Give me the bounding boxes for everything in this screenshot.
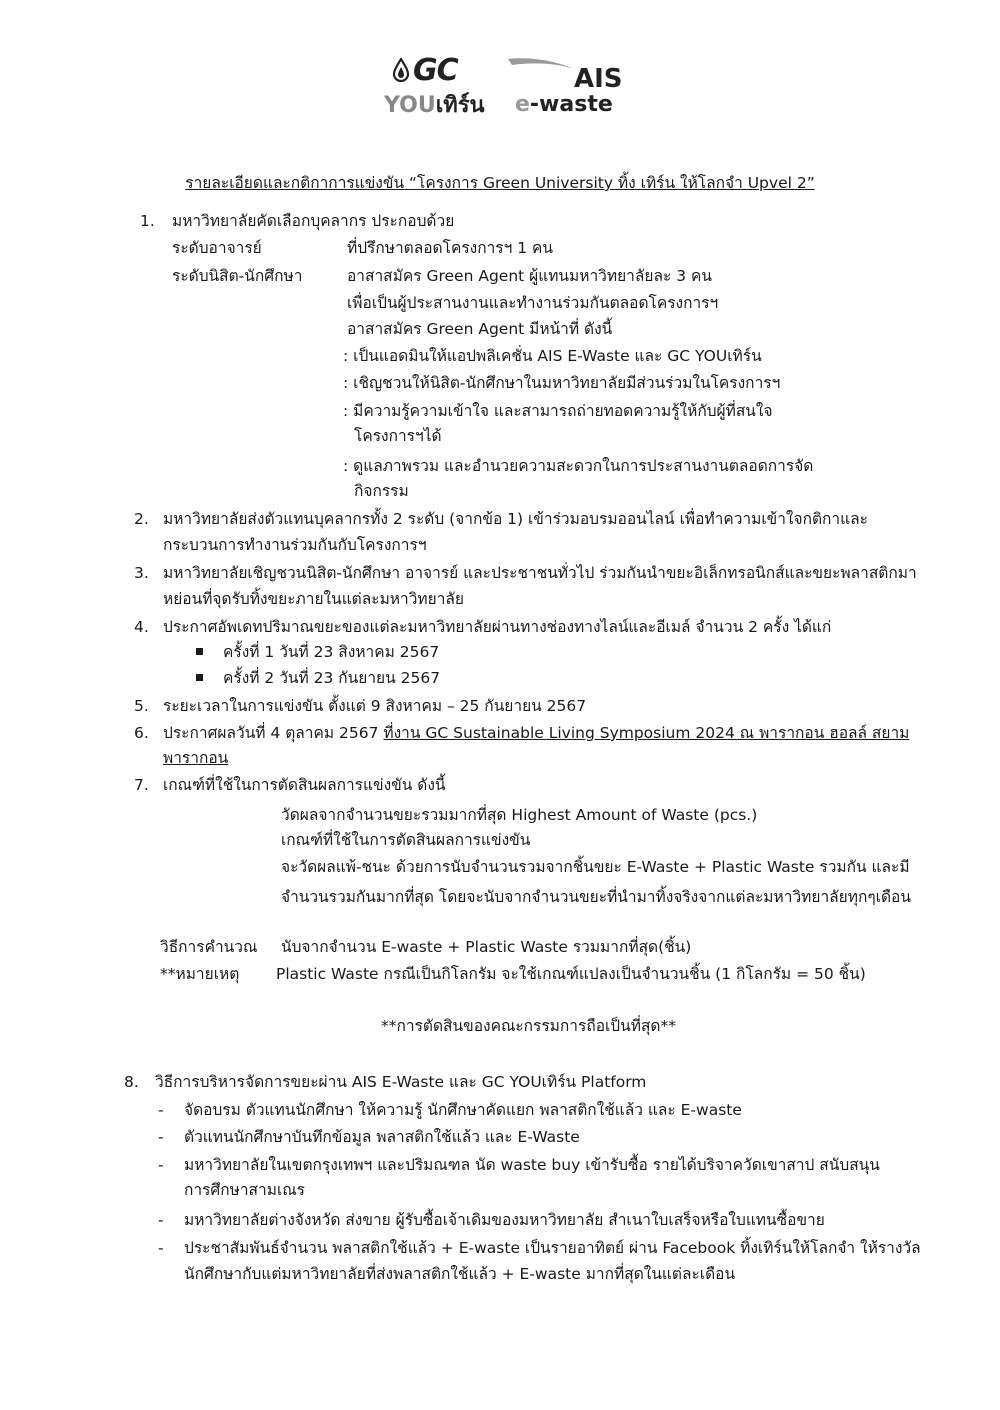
s7-calc-label: วิธีการคำนวณ [160, 938, 258, 956]
document-title: รายละเอียดและกติกาการแข่งขัน “โครงการ Green University ทิ้ง เทิร์น ให้โลกจำ Upvel 2” [185, 174, 815, 192]
s1-duty-3a: : มีความรู้ความเข้าใจ และสามารถถ่ายทอดความรู้ให้กับผู้ที่สนใจ [343, 402, 773, 420]
s1-duty-1: : เป็นแอดมินให้แอปพลิเคชั่น AIS E-Waste และ GC YOUเทิร์น [343, 347, 762, 365]
s1-duty-4b: กิจกรรม [354, 482, 409, 500]
s6-line1 [163, 726, 909, 742]
ewaste-logo [515, 94, 613, 116]
s7-criteria-1: วัดผลจากจำนวนขยะรวมมากที่สุด Highest Amount of Waste (pcs.) [281, 806, 758, 824]
s7-criteria-3: จะวัดผลแพ้-ชนะ ด้วยการนับจำนวนรวมจากชิ้นขยะ E-Waste + Plastic Waste รวมกัน และมี [281, 858, 910, 876]
s6-number: 6. [134, 724, 149, 742]
s8-item-5a: ประชาสัมพันธ์จำนวน พลาสติกใช้แล้ว + E-waste เป็นรายอาทิตย์ ผ่าน Facebook ทิ้งเทิร์นให้โลกจำ ให้รางวัล [184, 1239, 921, 1257]
s8-item-3b: การศึกษาสามเณร [184, 1181, 305, 1199]
youturn-logo [384, 95, 485, 117]
s1-row2-line1: อาสาสมัคร Green Agent ผู้แทนมหาวิทยาลัยละ 3 คน [347, 267, 712, 285]
s7-heading: เกณฑ์ที่ใช้ในการตัดสินผลการแข่งขัน ดังนี้ [163, 776, 446, 794]
s3-line1: มหาวิทยาลัยเชิญชวนนิสิต-นักศึกษา อาจารย์ และประชาชนทั่วไป ร่วมกันนำขยะอิเล็กทรอนิกส์และขยะพลาสติกมา [163, 564, 917, 582]
s8-dash-3: - [158, 1156, 164, 1174]
gc-drop-icon [392, 58, 410, 82]
s8-item-2: ตัวแทนนักศึกษาบันทึกข้อมูล พลาสติกใช้แล้ว และ E-Waste [184, 1128, 580, 1146]
s5-line1: ระยะเวลาในการแข่งขัน ตั้งแต่ 9 สิงหาคม – 25 กันยายน 2567 [163, 697, 587, 715]
youturn-you: YOU [384, 93, 436, 118]
s8-number: 8. [124, 1073, 139, 1091]
s2-line1: มหาวิทยาลัยส่งตัวแทนบุคลากรทั้ง 2 ระดับ (จากข้อ 1) เข้าร่วมอบรมออนไลน์ เพื่อทำความเข้าใจกติกาและ [163, 510, 868, 528]
gc-logo [392, 53, 458, 88]
s4-number: 4. [134, 618, 149, 636]
s8-item-4: มหาวิทยาลัยต่างจังหวัด ส่งขาย ผู้รับซื้อเจ้าเดิมของมหาวิทยาลัย สำเนาใบเสร็จหรือใบแทนซื้อขาย [184, 1211, 825, 1229]
s1-row2-label: ระดับนิสิต-นักศึกษา [172, 267, 303, 285]
ais-swoosh-icon [506, 55, 576, 77]
s8-item-5b: นักศึกษากับแต่มหาวิทยาลัยที่ส่งพลาสติกใช้แล้ว + E-waste มากที่สุดในแต่ละเดือน [184, 1265, 736, 1283]
s1-heading: มหาวิทยาลัยคัดเลือกบุคลากร ประกอบด้วย [172, 212, 455, 230]
ais-logo: AIS [574, 64, 623, 94]
s7-calc-value: นับจากจำนวน E-waste + Plastic Waste รวมมากที่สุด(ชิ้น) [281, 938, 692, 956]
s3-number: 3. [134, 564, 149, 582]
s7-final-note: **การตัดสินของคณะกรรมการถือเป็นที่สุด** [381, 1017, 676, 1035]
s6-line1-plain: ประกาศผลวันที่ 4 ตุลาคม 2567 [163, 724, 384, 742]
s1-row2-line3: อาสาสมัคร Green Agent มีหน้าที่ ดังนี้ [347, 320, 613, 338]
s1-duty-2: : เชิญชวนให้นิสิต-นักศึกษาในมหาวิทยาลัยมีส่วนร่วมในโครงการฯ [343, 374, 781, 392]
s8-dash-2: - [158, 1128, 164, 1146]
s2-number: 2. [134, 510, 149, 528]
s4-bullet-2-icon [196, 674, 203, 681]
s7-number: 7. [134, 776, 149, 794]
s5-number: 5. [134, 697, 149, 715]
s8-item-3a: มหาวิทยาลัยในเขตกรุงเทพฯ และปริมณฑล นัด waste buy เข้ารับซื้อ รายได้บริจาควัดเขาสาป สนับสนุน [184, 1156, 880, 1174]
s1-duty-4a: : ดูแลภาพรวม และอำนวยความสะดวกในการประสานงานตลอดการจัด [343, 457, 814, 475]
youturn-turn: เทิร์น [435, 93, 485, 118]
s1-duty-3b: โครงการฯได้ [354, 427, 442, 445]
gc-logo-text: GC [413, 53, 458, 88]
s1-number: 1. [140, 212, 155, 230]
s7-criteria-4: จำนวนรวมกันมากที่สุด โดยจะนับจากจำนวนขยะที่นำมาทิ้งจริงจากแต่ละมหาวิทยาลัยทุกๆเดือน [281, 888, 911, 906]
s1-row1-value: ที่ปรึกษาตลอดโครงการฯ 1 คน [347, 239, 554, 257]
s8-dash-4: - [158, 1211, 164, 1229]
s3-line2: หย่อนที่จุดรับทิ้งขยะภายในแต่ละมหาวิทยาลัย [163, 590, 464, 608]
s2-line2: กระบวนการทำงานร่วมกันกับโครงการฯ [163, 536, 427, 554]
s8-dash-1: - [158, 1101, 164, 1119]
s1-row1-label: ระดับอาจารย์ [172, 239, 262, 257]
ewaste-text: -waste [529, 92, 613, 117]
s7-note-label: **หมายเหตุ [160, 965, 240, 983]
s4-line1: ประกาศอัพเดทปริมาณขยะของแต่ละมหาวิทยาลัยผ่านทางช่องทางไลน์และอีเมล์ จำนวน 2 ครั้ง ได้แก่ [163, 618, 832, 636]
s1-row2-line2: เพื่อเป็นผู้ประสานงานและทำงานร่วมกันตลอดโครงการฯ [347, 294, 719, 312]
ewaste-e: e [515, 92, 530, 117]
s4-bullet-1-icon [196, 648, 203, 655]
s7-criteria-2: เกณฑ์ที่ใช้ในการตัดสินผลการแข่งขัน [281, 831, 531, 849]
s6-line2: พารากอน [163, 749, 229, 767]
s8-dash-5: - [158, 1239, 164, 1257]
s6-line1-underlined: ที่งาน GC Sustainable Living Symposium 2024 ณ พารากอน ฮอลล์ สยาม [383, 724, 910, 742]
s4-bullet-2: ครั้งที่ 2 วันที่ 23 กันยายน 2567 [223, 669, 441, 687]
s4-bullet-1: ครั้งที่ 1 วันที่ 23 สิงหาคม 2567 [223, 643, 440, 661]
s7-note-value: Plastic Waste กรณีเป็นกิโลกรัม จะใช้เกณฑ์แปลงเป็นจำนวนชิ้น (1 กิโลกรัม = 50 ชิ้น) [276, 965, 866, 983]
s8-item-1: จัดอบรม ตัวแทนนักศึกษา ให้ความรู้ นักศึกษาคัดแยก พลาสติกใช้แล้ว และ E-waste [184, 1101, 742, 1119]
s8-heading: วิธีการบริหารจัดการขยะผ่าน AIS E-Waste และ GC YOUเทิร์น Platform [155, 1073, 647, 1091]
